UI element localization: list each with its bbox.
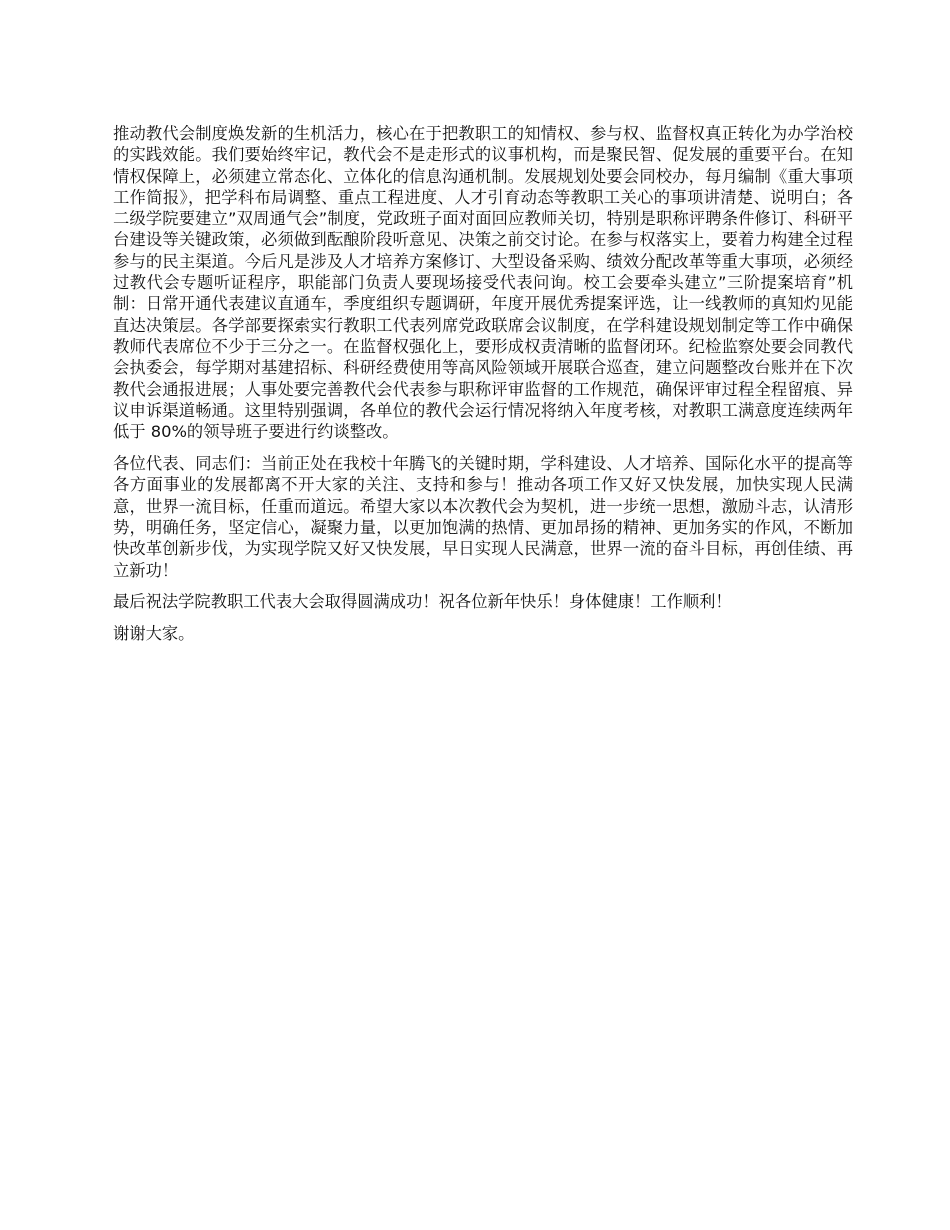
- paragraph-closing-wishes: 最后祝法学院教职工代表大会取得圆满成功！祝各位新年快乐！身体健康！工作顺利！: [113, 592, 732, 612]
- paragraph-call-to-action: 各位代表、同志们：当前正处在我校十年腾飞的关键时期，学科建设、人才培养、国际化水平的提高等各方面事业的发展都离不开大家的关注、支持和参与！推动各项工作又好又快发展，加快实现人民满意，世界一流目标，任重而道远。希望大家以本次教代会为契机，进一步统一思想，激励斗志，认清形势，明确任务，坚定信心，凝聚力量，以更加饱满的热情、更加昂扬的精神、更加务实的作风，不断加快改革创新步伐，为实现学院又好又快发展，早日实现人民满意，世界一流的奋斗目标，再创佳绩、再立新功！: [113, 454, 853, 580]
- paragraph-reform-mechanism: 推动教代会制度焕发新的生机活力，核心在于把教职工的知情权、参与权、监督权真正转化为办学治校的实践效能。我们要始终牢记，教代会不是走形式的议事机构，而是聚民智、促发展的重要平台。在知情权保障上，必须建立常态化、立体化的信息沟通机制。发展规划处要会同校办，每月编制《重大事项工作简报》，把学科布局调整、重点工程进度、人才引育动态等教职工关心的事项讲清楚、说明白；各二级学院要建立”双周通气会”制度，党政班子面对面回应教师关切，特别是职称评聘条件修订、科研平台建设等关键政策，必须做到酝酿阶段听意见、决策之前交讨论。在参与权落实上，要着力构建全过程参与的民主渠道。今后凡是涉及人才培养方案修订、大型设备采购、绩效分配改革等重大事项，必须经过教代会专题听证程序，职能部门负责人要现场接受代表问询。校工会要牵头建立”三阶提案培育”机制：日常开通代表建议直通车，季度组织专题调研，年度开展优秀提案评选，让一线教师的真知灼见能直达决策层。各学部要探索实行教职工代表列席党政联席会议制度，在学科建设规划制定等工作中确保教师代表席位不少于三分之一。在监督权强化上，要形成权责清晰的监督闭环。纪检监察处要会同教代会执委会，每学期对基建招标、科研经费使用等高风险领域开展联合巡查，建立问题整改台账并在下次教代会通报进展；人事处要完善教代会代表参与职称评审监督的工作规范，确保评审过程全程留痕、异议申诉渠道畅通。这里特别强调，各单位的教代会运行情况将纳入年度考核，对教职工满意度连续两年低于 80%的领导班子要进行约谈整改。: [113, 124, 853, 442]
- document-body: [113, 123, 853, 655]
- paragraph-thanks: 谢谢大家。: [113, 624, 195, 644]
